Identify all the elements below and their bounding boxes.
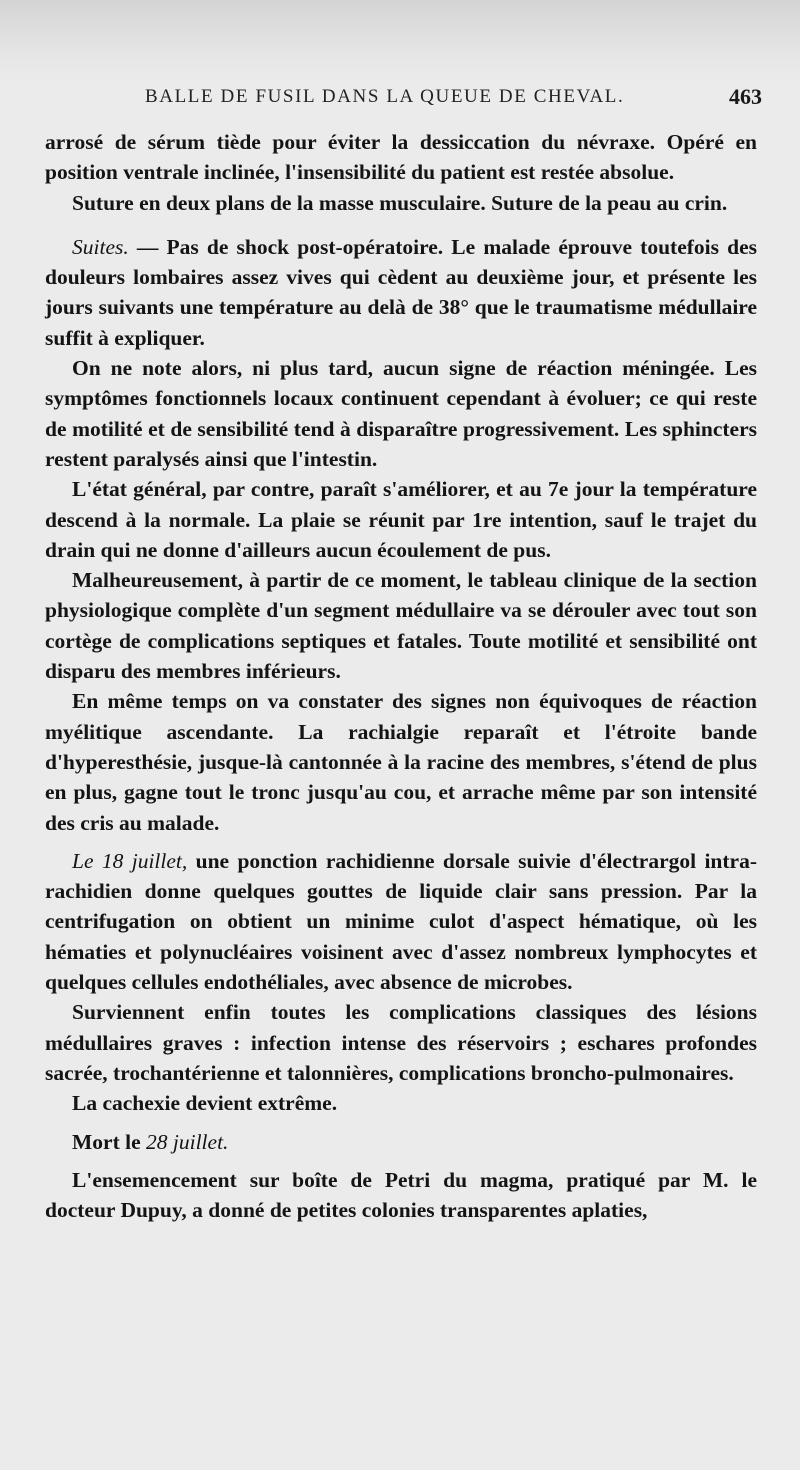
paragraph-2: Suture en deux plans de la masse musculaire. Suture de la peau au crin.	[72, 190, 728, 215]
paragraph-suites	[45, 232, 757, 353]
suites-label: Suites.	[72, 234, 129, 259]
paragraph-10: La cachexie devient extrême.	[72, 1091, 338, 1116]
paragraph-12: L'ensemencement sur boîte de Petri du magma, pratiqué par M. le docteur Dupuy, a donné de petites colonies transparentes aplaties,	[45, 1167, 757, 1223]
paragraph-6: Malheureusement, à partir de ce moment, le tableau clinique de la section physiologique complète d'un segment médullaire va se dérouler avec tout son cortège de complications septiques et fatales. Toute motilité et sensibilité ont disparu des membres inférieurs.	[45, 568, 757, 684]
paragraph-18-juillet-text: une ponction rachidienne dorsale suivie d'électrargol intra-rachidien donne quelques gouttes de liquide clair sans pression. Par la centrifugation on obtient un minime culot d'aspect hématique, où les hématies et polynucléaires voisinent avec d'assez nombreux lymphocytes et quelques cellules endothéliales, avec absence de microbes.	[45, 848, 757, 995]
paragraph-1: arrosé de sérum tiède pour éviter la dessiccation du névraxe. Opéré en position ventrale inclinée, l'insensibilité du patient est restée absolue.	[45, 130, 757, 185]
paragraph-4: On ne note alors, ni plus tard, aucun signe de réaction méningée. Les symptômes fonctionnels locaux continuent cependant à évoluer; ce qui reste de motilité et de sensibilité tend à disparaître progressivement. Les sphincters restent paralysés ainsi que l'intestin.	[45, 356, 757, 471]
paragraph-mort	[45, 1127, 757, 1157]
paragraph-9: Surviennent enfin toutes les complications classiques des lésions médullaires graves : infection intense des réservoirs ; eschares profondes sacrée, trochantérienne et talonnières, complications broncho-pulmonaires.	[45, 1000, 757, 1085]
mort-date: 28 juillet.	[146, 1129, 229, 1154]
page-top-shading	[0, 0, 800, 80]
mort-prefix: Mort le	[72, 1129, 147, 1154]
paragraph-18-juillet	[45, 846, 757, 997]
page-body	[45, 127, 757, 1225]
page-number: 463	[729, 84, 762, 109]
paragraph-5: L'état général, par contre, paraît s'améliorer, et au 7e jour la température descend à la normale. La plaie se réunit par 1re intention, sauf le trajet du drain qui ne donne d'ailleurs aucun écoulement de pus.	[45, 477, 757, 562]
paragraph-7: En même temps on va constater des signes non équivoques de réaction myélitique ascendante. La rachialgie reparaît et l'étroite bande d'hyperesthésie, jusque-là cantonnée à la racine des membres, s'étend de plus en plus, gagne tout le tronc jusqu'au cou, et arrache même par son intensité des cris au malade.	[45, 689, 757, 835]
running-head	[0, 84, 800, 114]
suites-text: — Pas de shock post-opératoire. Le malade éprouve toutefois des douleurs lombaires assez vives qui cèdent au deuxième jour, et présente les jours suivants une température au delà de 38° que le traumatisme médullaire suffit à expliquer.	[45, 234, 757, 350]
running-title: BALLE DE FUSIL DANS LA QUEUE DE CHEVAL.	[145, 86, 625, 107]
date-label-18-juillet: Le 18 juillet,	[72, 848, 188, 873]
